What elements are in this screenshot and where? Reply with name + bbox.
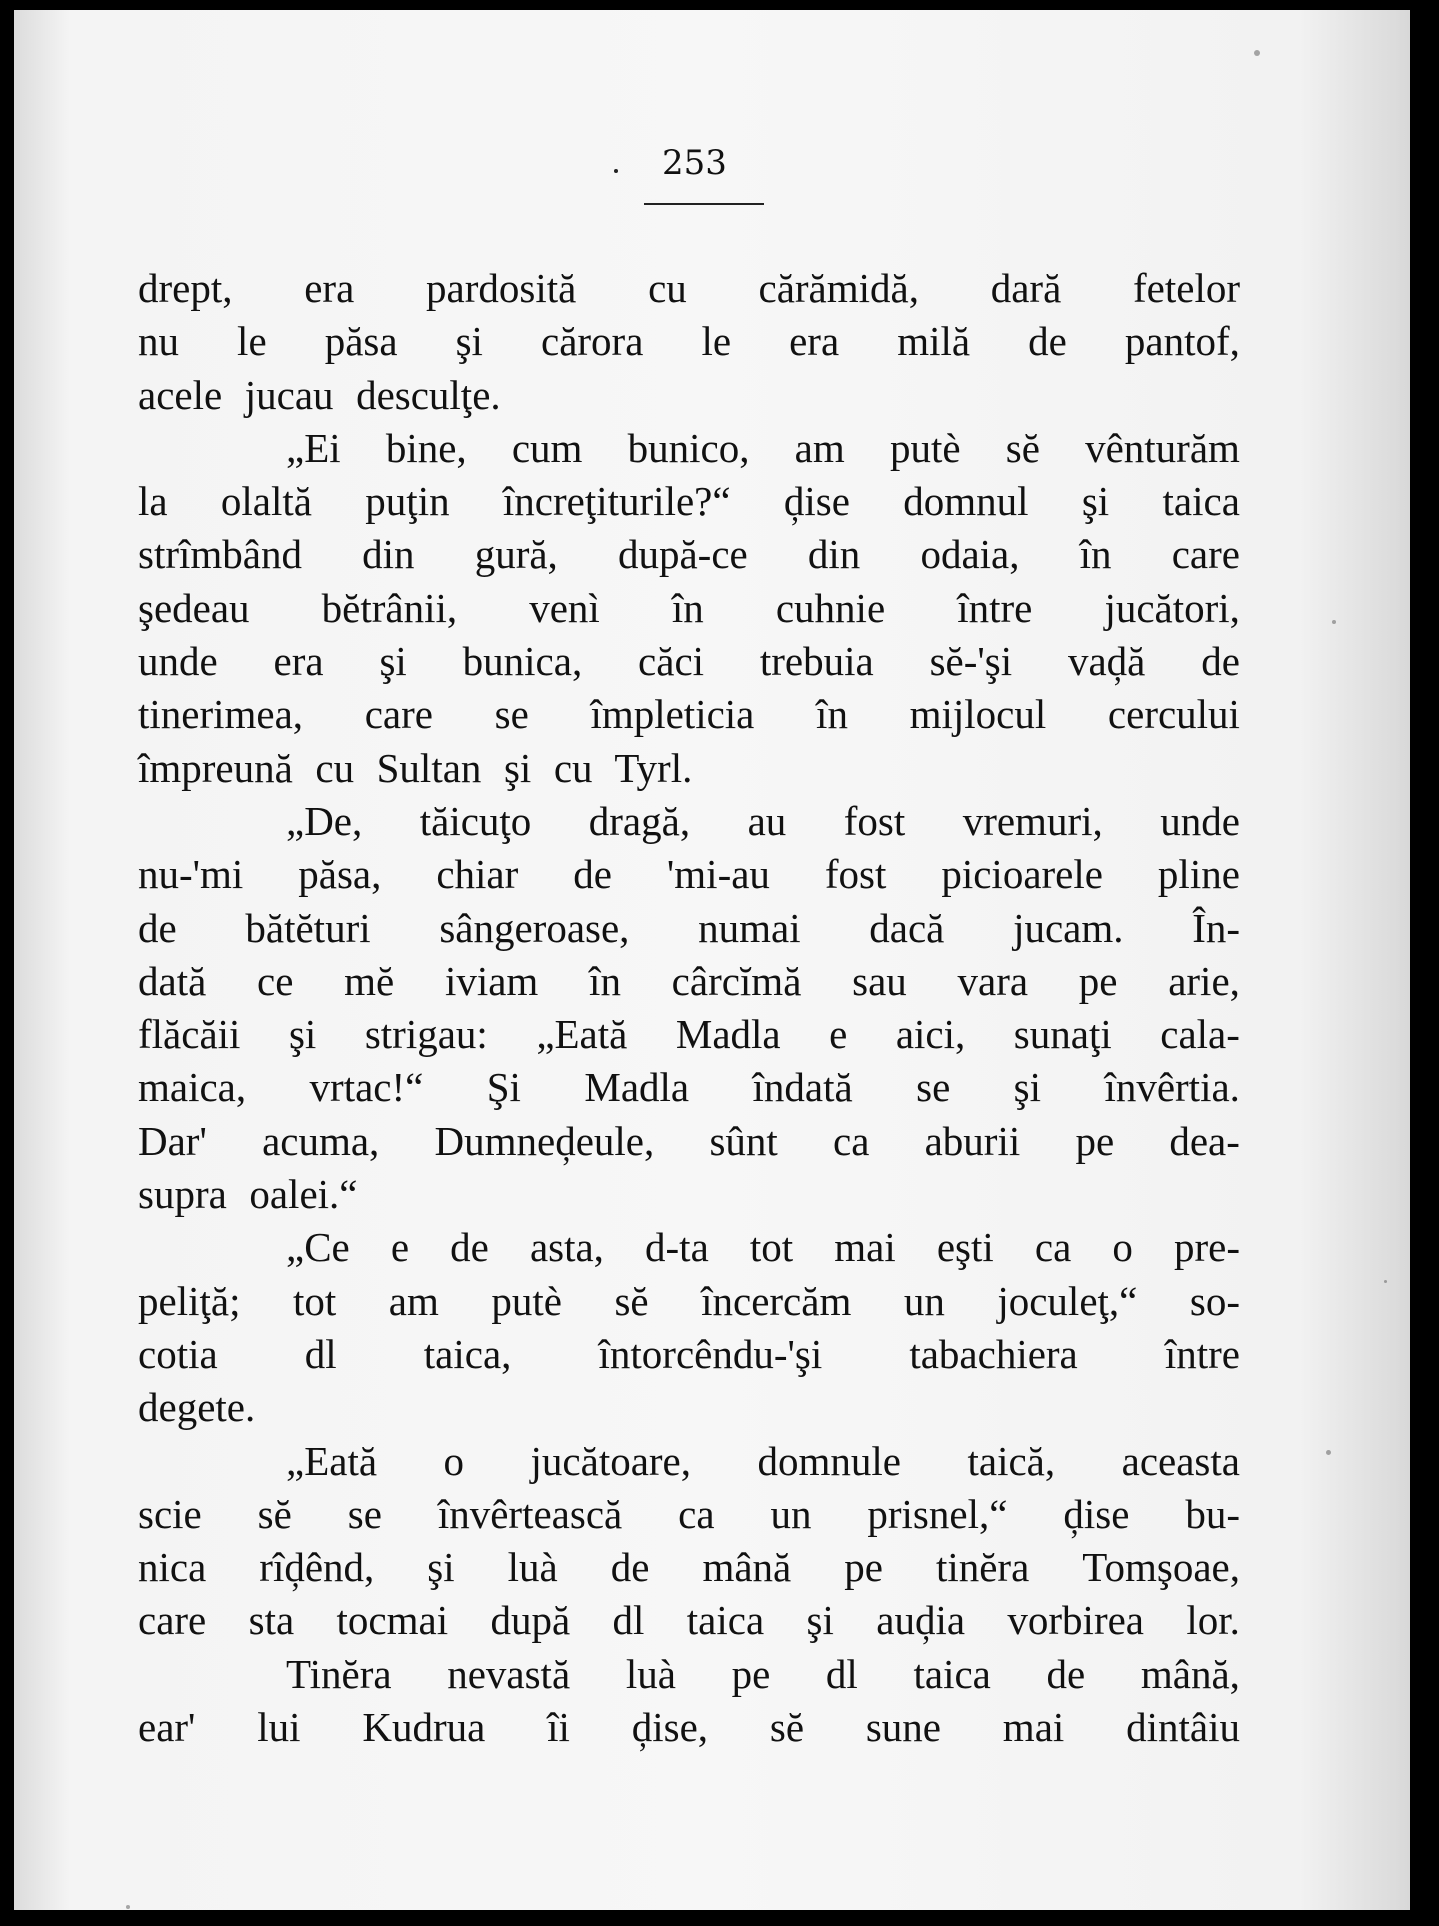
text-line: strîmbând din gură, după-ce din odaia, în care <box>138 531 1240 578</box>
page-header <box>614 143 764 215</box>
scanned-page <box>14 10 1410 1910</box>
text-line: care sta tocmai după dl taica şi auḑia vorbirea lor. <box>138 1597 1240 1644</box>
page-number: 253 <box>662 143 727 183</box>
scan-speck <box>1326 1450 1331 1455</box>
text-line: supra oalei.“ <box>138 1171 358 1218</box>
text-line: de bătĕturi sângeroase, numai dacă jucam. În- <box>138 904 1240 951</box>
text-line: „Eată o jucătoare, domnule taică, aceasta <box>286 1437 1240 1484</box>
text-line: Dar' acuma, Dumneḑeule, sûnt ca aburii pe dea- <box>138 1117 1240 1164</box>
scan-speck <box>1254 50 1260 56</box>
text-line: „Ce e de asta, d-ta tot mai eşti ca o pre- <box>286 1224 1240 1271</box>
text-line: la olaltă puţin încreţiturile?“ ḑise domnul şi taica <box>138 478 1240 525</box>
text-line: împreună cu Sultan şi cu Tyrl. <box>138 744 693 791</box>
scan-speck <box>1332 620 1336 624</box>
text-line: drept, era pardosită cu cărămidă, dară fetelor <box>138 265 1240 311</box>
text-line: Tinĕra nevastă luà pe dl taica de mână, <box>286 1650 1240 1697</box>
header-rule <box>644 203 764 205</box>
text-line: ear' lui Kudrua îi ḑise, sĕ sune mai dintâiu <box>138 1704 1240 1751</box>
text-line: degete. <box>138 1384 256 1431</box>
text-line: „Ei bine, cum bunico, am putè sĕ vênturăm <box>286 424 1240 471</box>
text-line: unde era şi bunica, căci trebuia sĕ-'şi vaḑă de <box>138 638 1240 685</box>
scan-speck <box>126 1905 130 1909</box>
body-text <box>138 262 1240 1754</box>
text-line: nu-'mi păsa, chiar de 'mi-au fost picioarele pline <box>138 851 1240 898</box>
header-dot <box>614 169 618 173</box>
text-line: maica, vrtac!“ Şi Madla îndată se şi învêrtia. <box>138 1064 1240 1111</box>
text-line: dată ce mĕ iviam în cârcĭmă sau vara pe arie, <box>138 957 1240 1004</box>
text-line: nu le păsa şi cărora le era milă de pantof, <box>138 318 1240 365</box>
text-line: tinerimea, care se împleticia în mijlocul cercului <box>138 691 1240 738</box>
text-line: cotia dl taica, întorcêndu-'şi tabachiera între <box>138 1330 1240 1377</box>
text-line: nica rîḑênd, şi luà de mână pe tinĕra Tomşoae, <box>138 1544 1240 1591</box>
text-line: şedeau bĕtrânii, venì în cuhnie între jucători, <box>138 584 1240 631</box>
text-line: peliţă; tot am putè sĕ încercăm un joculeţ,“ so- <box>138 1277 1240 1324</box>
text-line: scie sĕ se învêrtească ca un prisnel,“ ḑise bu- <box>138 1490 1240 1537</box>
text-line: acele jucau desculţe. <box>138 371 501 418</box>
text-line: flăcăii şi strigau: „Eată Madla e aici, sunaţi cala- <box>138 1011 1240 1058</box>
scan-speck <box>1384 1280 1387 1283</box>
text-line: „De, tăicuţo dragă, au fost vremuri, unde <box>286 797 1240 844</box>
